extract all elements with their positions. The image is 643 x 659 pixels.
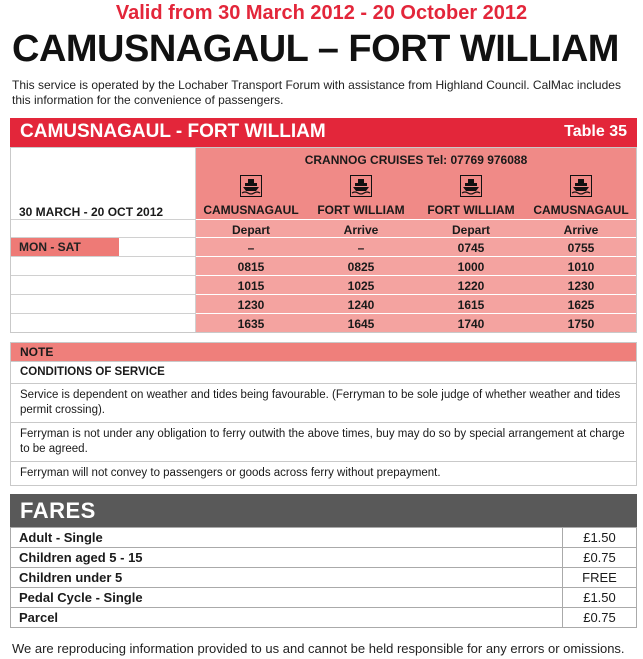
date-range: 30 MARCH - 20 OCT 2012	[19, 205, 164, 219]
time-cell: 1750	[567, 317, 595, 331]
column-place: CAMUSNAGAUL	[533, 203, 629, 217]
note-item: Service is dependent on weather and tides being favourable. (Ferryman to be sole judge of whether weather and tides permit crossing).	[11, 383, 636, 422]
ferry-icon	[240, 175, 262, 197]
note-item: Ferryman will not convey to passengers or goods across ferry without prepayment.	[11, 461, 636, 485]
validity-banner: Valid from 30 March 2012 - 20 October 2012	[115, 2, 528, 24]
time-cell: 1230	[567, 279, 595, 293]
time-cell: 1000	[457, 260, 485, 274]
time-cell: 1010	[567, 260, 595, 274]
route-title: CAMUSNAGAUL – FORT WILLIAM	[12, 28, 619, 70]
fares-title: FARES	[20, 498, 96, 523]
fares-header	[10, 494, 637, 527]
fare-name: Children aged 5 - 15	[11, 548, 563, 568]
ferry-icon	[460, 175, 482, 197]
note-section	[10, 342, 637, 486]
time-cell: 1615	[457, 298, 485, 312]
fare-price: £1.50	[563, 528, 637, 548]
ferry-icon	[570, 175, 592, 197]
timetable-grid	[10, 147, 637, 333]
fare-name: Adult - Single	[11, 528, 563, 548]
time-cell: 1025	[347, 279, 375, 293]
fare-price: £1.50	[563, 588, 637, 608]
time-cell: –	[357, 241, 365, 255]
timetable-title: CAMUSNAGAUL - FORT WILLIAM	[20, 121, 326, 142]
fare-row	[11, 568, 637, 588]
timetable-times-area	[196, 148, 636, 332]
fares-table	[10, 527, 637, 628]
timetable-column-headers	[196, 148, 636, 219]
note-heading: NOTE	[11, 343, 636, 361]
fare-price: FREE	[563, 568, 637, 588]
column-direction: Depart	[451, 223, 490, 237]
fare-row	[11, 548, 637, 568]
fare-row	[11, 608, 637, 628]
fare-name: Pedal Cycle - Single	[11, 588, 563, 608]
column-direction: Arrive	[563, 223, 599, 237]
table-number: Table 35	[564, 123, 627, 140]
column-place: FORT WILLIAM	[317, 203, 405, 217]
fare-row	[11, 528, 637, 548]
operator-info: CRANNOG CRUISES Tel: 07769 976088	[304, 153, 528, 167]
time-cell: 0755	[567, 241, 595, 255]
time-cell: 0815	[237, 260, 265, 274]
time-cell: 1230	[237, 298, 265, 312]
time-cell: 1220	[457, 279, 485, 293]
time-cell: 1740	[457, 317, 485, 331]
day-label: MON - SAT	[11, 238, 119, 256]
conditions-heading: CONDITIONS OF SERVICE	[11, 361, 636, 383]
fare-price: £0.75	[563, 608, 637, 628]
column-place: FORT WILLIAM	[427, 203, 515, 217]
time-cell: 1635	[237, 317, 265, 331]
intro-text: This service is operated by the Lochaber Transport Forum with assistance from Highland Council. CalMac includes this information for the convenience of passengers.	[12, 78, 621, 107]
fare-row	[11, 588, 637, 608]
timetable-left-column	[11, 148, 196, 332]
time-cell: 0825	[347, 260, 375, 274]
time-cell: 1015	[237, 279, 265, 293]
time-cell: –	[247, 241, 255, 255]
timetable-header	[10, 118, 637, 147]
ferry-icon	[350, 175, 372, 197]
disclaimer: We are reproducing information provided to us and cannot be held responsible for any errors or omissions.	[12, 641, 625, 656]
time-cell: 0745	[457, 241, 485, 255]
time-cell: 1625	[567, 298, 595, 312]
fare-name: Parcel	[11, 608, 563, 628]
time-cell: 1240	[347, 298, 375, 312]
fare-name: Children under 5	[11, 568, 563, 588]
column-direction: Depart	[231, 223, 270, 237]
column-direction: Arrive	[343, 223, 379, 237]
note-item: Ferryman is not under any obligation to ferry outwith the above times, buy may do so by special arrangement at charge to be agreed.	[11, 422, 636, 461]
time-cell: 1645	[347, 317, 375, 331]
fare-price: £0.75	[563, 548, 637, 568]
column-place: CAMUSNAGAUL	[203, 203, 299, 217]
